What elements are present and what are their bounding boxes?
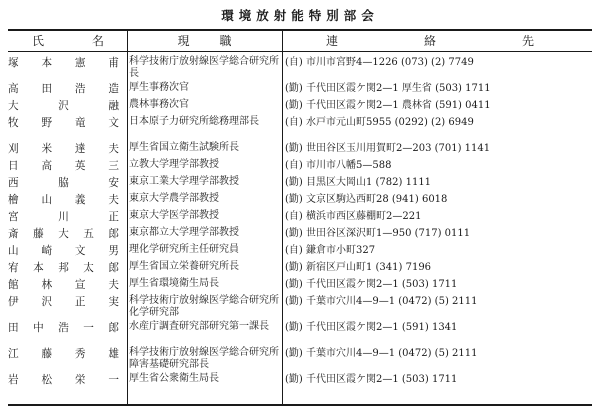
member-position: 日本原子力研究所総務理部長	[129, 116, 259, 127]
member-contact: (勤) 世田谷区玉川用賀町2—203 (701) 1141	[285, 143, 491, 154]
table-row	[8, 175, 592, 192]
member-contact: (勤) 千代田区霞ケ関2—1 農林省 (591) 0411	[285, 100, 491, 111]
member-name: 山崎文男	[8, 245, 119, 257]
member-name: 大沢融	[8, 100, 119, 112]
table-row	[8, 55, 592, 81]
member-name: 江藤秀雄	[8, 348, 119, 360]
table-row	[8, 277, 592, 294]
header-name-char-1: 氏	[32, 34, 45, 48]
member-position: 東京大学医学部教授	[129, 210, 219, 221]
member-contact: (勤) 千代田区霞ケ関2—1 (503) 1711	[285, 279, 458, 290]
member-contact: (勤) 新宿区戸山町1 (341) 7196	[285, 262, 432, 273]
table-header-rule	[8, 51, 592, 52]
member-contact: (勤) 目黒区大岡山1 (782) 1111	[285, 177, 432, 188]
member-name: 牧野竜文	[8, 117, 119, 129]
member-contact: (自) 鎌倉市小町327	[285, 245, 376, 256]
table-body	[8, 55, 592, 389]
document-title: 環境放射能特別部会	[221, 8, 379, 23]
member-name: 西脇安	[8, 177, 119, 189]
member-position: 水産庁調査研究部研究第一課長	[129, 321, 269, 332]
member-contact: (自) 市川市八幡5—588	[285, 160, 392, 171]
member-name: 塚本憲甫	[8, 57, 119, 69]
member-position: 科学技術庁放射線医学総合研究所長	[129, 56, 279, 79]
member-position: 厚生省国立衛生試験所長	[129, 142, 239, 153]
table-bottom-rule	[8, 404, 592, 406]
table-row	[8, 243, 592, 260]
member-name: 伊沢正実	[8, 296, 119, 308]
member-name: 宥本邦太郎	[8, 262, 119, 274]
member-position: 厚生事務次官	[129, 82, 189, 93]
member-position: 科学技術庁放射線医学総合研究所障害基礎研究部長	[129, 347, 279, 370]
member-name: 宮川正	[8, 211, 119, 223]
member-contact: (勤) 千葉市穴川4—9—1 (0472) (5) 2111	[285, 296, 478, 307]
table-row	[8, 98, 592, 115]
table-row	[8, 209, 592, 226]
member-name: 日高英三	[8, 160, 119, 172]
table-row	[8, 115, 592, 141]
member-position: 理化学研究所主任研究員	[129, 244, 239, 255]
member-position: 厚生省公衆衛生局長	[129, 373, 219, 384]
member-position: 厚生省国立栄養研究所長	[129, 261, 239, 272]
member-name: 高田浩造	[8, 83, 119, 95]
member-contact: (勤) 世田谷区深沢町1—950 (717) 0111	[285, 228, 471, 239]
table-top-rule	[8, 29, 592, 31]
header-contact-char-2: 絡	[424, 34, 437, 48]
table-row	[8, 320, 592, 346]
header-contact-char-3: 先	[522, 34, 535, 48]
header-position: 現職	[177, 34, 262, 48]
member-name: 岩松栄一	[8, 374, 119, 386]
member-position: 厚生省環境衛生局長	[129, 278, 219, 289]
member-position: 立教大学理学部教授	[129, 159, 219, 170]
member-contact: (自) 横浜市西区藤棚町2—221	[285, 211, 422, 222]
header-contact	[282, 33, 592, 50]
table-row	[8, 81, 592, 98]
member-name: 館林宣夫	[8, 279, 119, 291]
member-contact: (勤) 文京区駒込西町28 (941) 6018	[285, 194, 448, 205]
table-header	[8, 33, 592, 50]
table-row	[8, 346, 592, 372]
member-position: 東京工業大学理学部教授	[129, 176, 239, 187]
table-row	[8, 141, 592, 158]
member-name: 田中浩一郎	[8, 322, 119, 334]
header-name	[8, 33, 127, 50]
member-contact: (勤) 千葉市穴川4—9—1 (0472) (5) 2111	[285, 348, 478, 359]
member-contact: (自) 水戸市元山町5955 (0292) (2) 6949	[285, 117, 474, 128]
table-row	[8, 226, 592, 243]
table-row	[8, 294, 592, 320]
member-name: 斎藤大五郎	[8, 228, 119, 240]
member-position: 東京大学農学部教授	[129, 193, 219, 204]
member-position: 科学技術庁放射線医学総合研究所化学研究部	[129, 295, 279, 318]
member-contact: (自) 市川市宮野4—1226 (073) (2) 7749	[285, 57, 474, 68]
table-row	[8, 372, 592, 389]
header-contact-char-1: 連	[326, 34, 339, 48]
member-name: 檜山義夫	[8, 194, 119, 206]
member-contact: (勤) 千代田区霞ケ関2—1 厚生省 (503) 1711	[285, 83, 491, 94]
table-row	[8, 260, 592, 277]
table-row	[8, 192, 592, 209]
member-position: 農林事務次官	[129, 99, 189, 110]
header-name-char-2: 名	[92, 34, 105, 48]
member-name: 刈米達夫	[8, 143, 119, 155]
member-position: 東京都立大学理学部教授	[129, 227, 239, 238]
member-contact: (勤) 千代田区霞ケ関2—1 (591) 1341	[285, 322, 458, 333]
table-row	[8, 158, 592, 175]
member-contact: (勤) 千代田区霞ケ関2—1 (503) 1711	[285, 374, 458, 385]
